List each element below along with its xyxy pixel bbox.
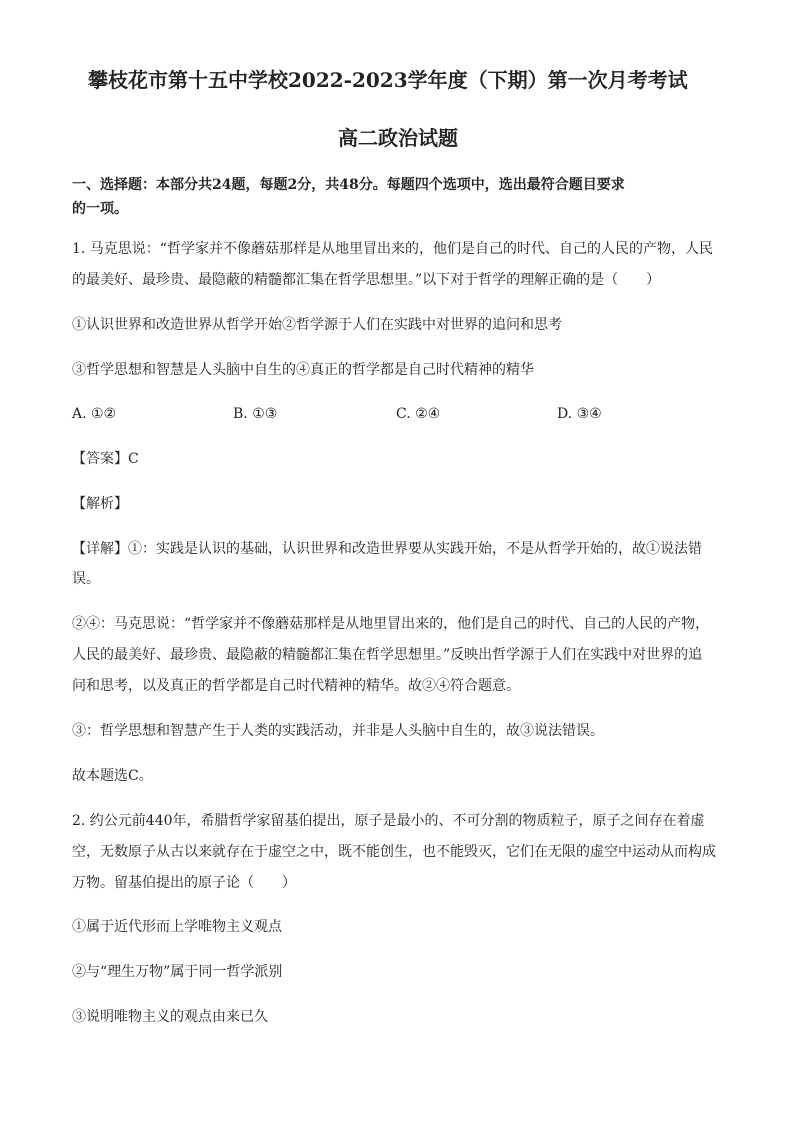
section-heading-line1: 一、选择题：本部分共24题，每题2分，共48分。每题四个选项中，选出最符合题目要求 <box>72 177 625 193</box>
q2-stem-line1: 2. 约公元前440年，希腊哲学家留基伯提出，原子是最小的、不可分割的物质粒子，原子之间存在着虚 <box>72 813 705 829</box>
q1-option-c: C. ②④ <box>396 406 441 422</box>
q1-item-line2: ③哲学思想和智慧是人头脑中自生的④真正的哲学都是自己时代精神的精华 <box>72 362 534 378</box>
q1-analysis-label: 【解析】 <box>72 496 128 512</box>
exam-title: 攀枝花市第十五中学校2022-2023学年度（下期）第一次月考考试 <box>88 68 688 92</box>
q1-detail-line2: 误。 <box>72 571 100 587</box>
detail-label: 【详解】 <box>72 541 128 557</box>
q1-detail-line1 <box>72 540 702 558</box>
q1-item-line1: ①认识世界和改造世界从哲学开始②哲学源于人们在实践中对世界的追问和思考 <box>72 317 562 333</box>
q1-detail-line6: ③：哲学思想和智慧产生于人类的实践活动，并非是人头脑中自生的，故③说法错误。 <box>72 723 604 739</box>
answer-value: C <box>128 451 139 467</box>
q1-answer <box>72 450 139 468</box>
answer-label: 【答案】 <box>72 451 128 467</box>
q1-stem-line2: 的最美好、最珍贵、最隐蔽的精髓都汇集在哲学思想里。”以下对于哲学的理解正确的是（ ） <box>72 272 661 288</box>
q2-item-line3: ③说明唯物主义的观点由来已久 <box>72 1009 268 1025</box>
q2-item-line1: ①属于近代形而上学唯物主义观点 <box>72 919 282 935</box>
q1-detail-line3: ②④：马克思说：“哲学家并不像蘑菇那样是从地里冒出来的，他们是自己的时代、自己的人民的产物， <box>72 616 710 632</box>
q1-detail-line5: 问和思考，以及真正的哲学都是自己时代精神的精华。故②④符合题意。 <box>72 678 520 694</box>
q2-item-line2: ②与“理生万物”属于同一哲学派别 <box>72 964 283 980</box>
q1-stem-line1: 1. 马克思说：“哲学家并不像蘑菇那样是从地里冒出来的，他们是自己的时代、自己的人民的产物，人民 <box>72 241 713 257</box>
q1-conclusion: 故本题选C。 <box>72 768 153 784</box>
section-heading-line2: 的一项。 <box>72 201 128 217</box>
q1-option-b: B. ①③ <box>233 406 278 422</box>
exam-subtitle: 高二政治试题 <box>338 126 458 150</box>
q1-option-d: D. ③④ <box>557 406 602 422</box>
q2-stem-line2: 空，无数原子从古以来就存在于虚空之中，既不能创生，也不能毁灭，它们在无限的虚空中运动从而构成 <box>72 844 716 860</box>
q1-option-a: A. ①② <box>72 406 117 422</box>
q1-detail-line4: 人民的最美好、最珍贵、最隐蔽的精髓都汇集在哲学思想里。”反映出哲学源于人们在实践中对世界的追 <box>72 647 703 663</box>
detail-text-1a: ①：实践是认识的基础，认识世界和改造世界要从实践开始，不是从哲学开始的，故①说法错 <box>128 541 702 557</box>
q2-stem-line3: 万物。留基伯提出的原子论（ ） <box>72 875 296 891</box>
